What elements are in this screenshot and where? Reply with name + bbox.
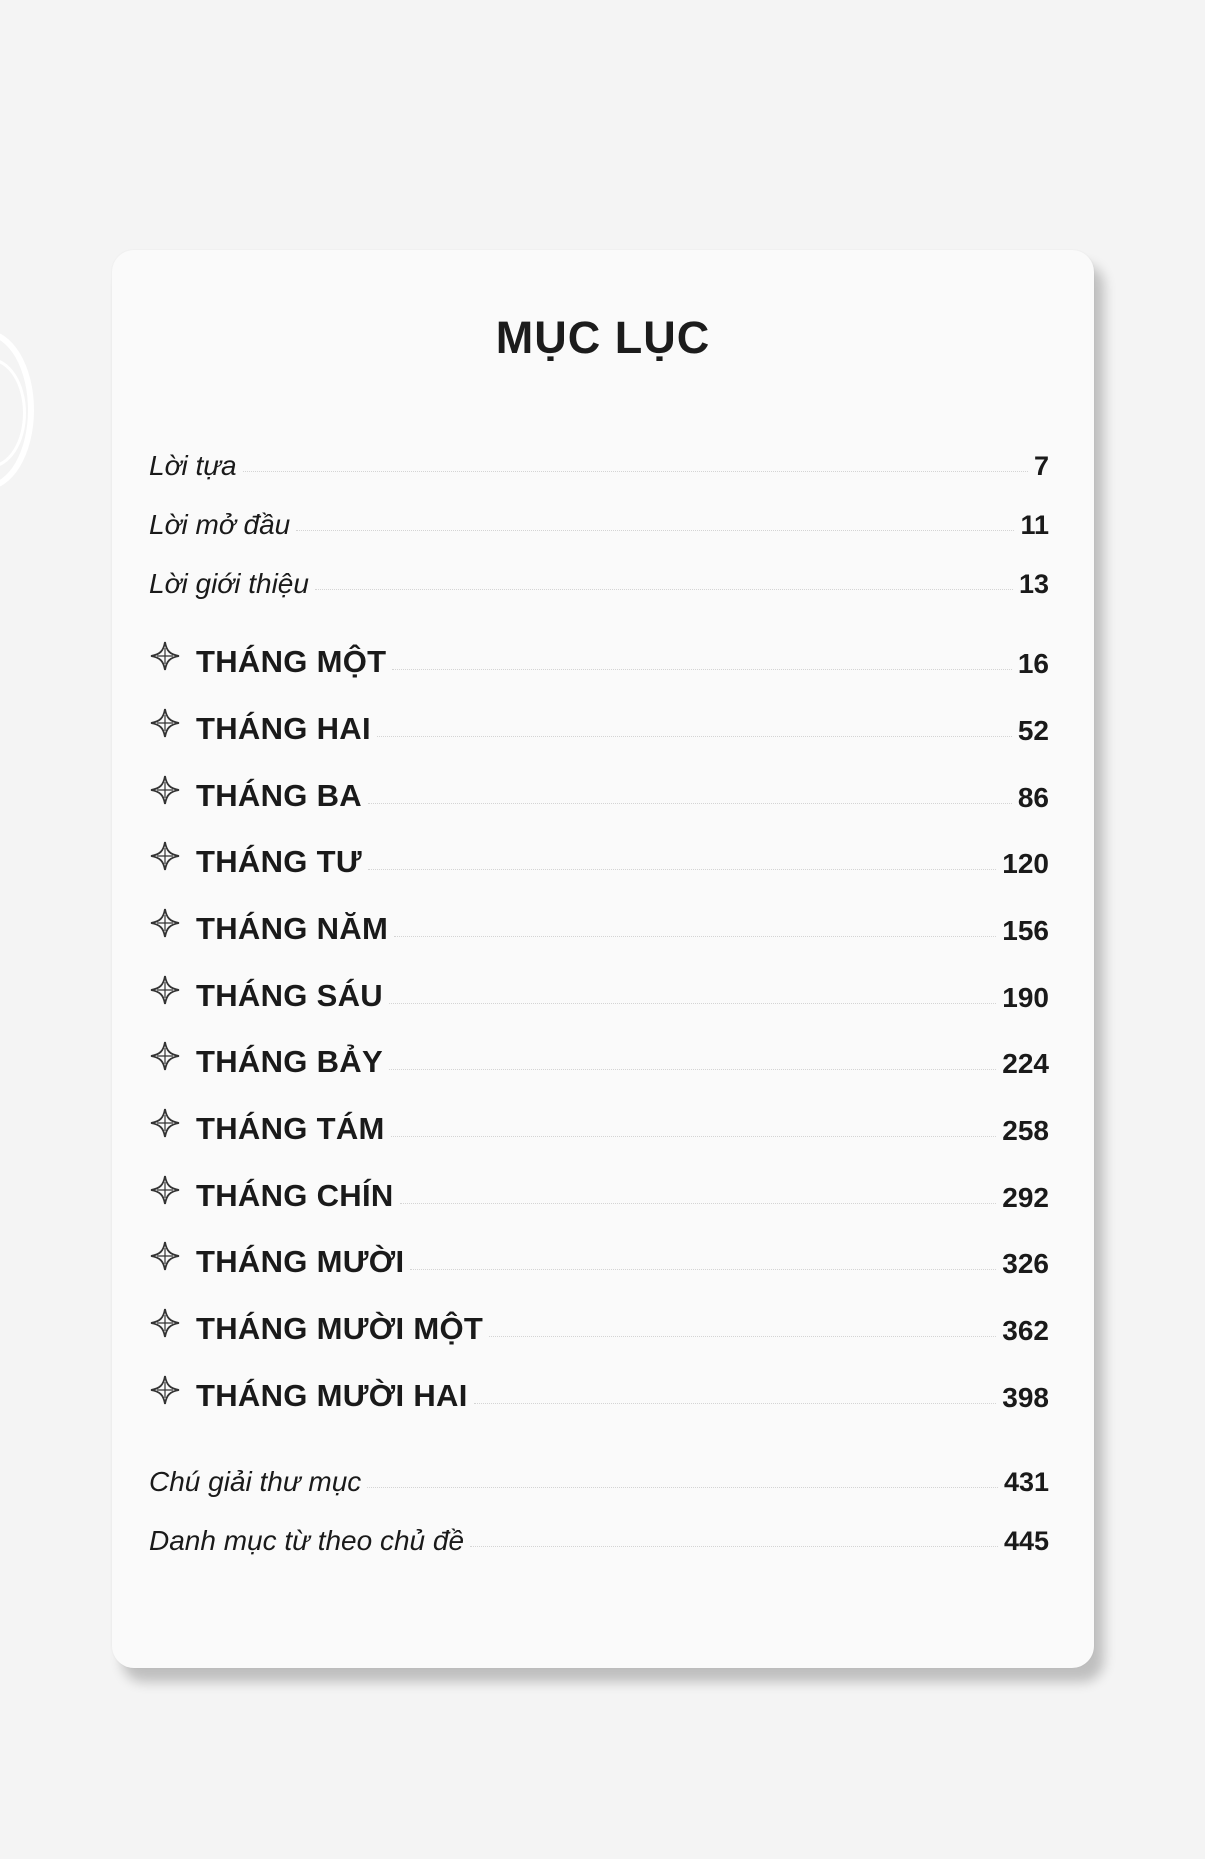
toc-entry-label: Lời tựa <box>149 450 243 482</box>
dot-leader <box>377 736 1012 737</box>
toc-entry-chapter <box>149 1036 1049 1080</box>
toc-entry-label: THÁNG TƯ <box>196 844 362 879</box>
toc-entry-page: 258 <box>1002 1115 1049 1146</box>
toc-entry-label: THÁNG MƯỜI <box>196 1244 405 1279</box>
dot-leader <box>368 869 996 870</box>
toc-entry-chapter <box>149 836 1049 880</box>
toc-entry-label: Chú giải thư mục <box>149 1466 367 1498</box>
toc-entry-chapter <box>149 970 1049 1014</box>
toc-entry-label: THÁNG SÁU <box>196 978 383 1013</box>
toc-entry-page: 7 <box>1033 451 1049 481</box>
toc-entry-label: THÁNG TÁM <box>196 1111 385 1146</box>
dot-leader <box>489 1336 996 1337</box>
page-title: MỤC LỤC <box>495 312 711 363</box>
toc-entry-label: THÁNG MỘT <box>196 644 387 679</box>
four-point-star-icon <box>149 1240 181 1272</box>
four-point-star-icon <box>149 907 181 939</box>
toc-entry-label: THÁNG MƯỜI HAI <box>196 1378 468 1413</box>
toc-entry-chapter <box>149 1170 1049 1214</box>
four-point-star-icon <box>149 840 181 872</box>
four-point-star-icon <box>149 1040 181 1072</box>
dot-leader <box>389 1003 996 1004</box>
toc-entry-label: Danh mục từ theo chủ đề <box>149 1525 470 1557</box>
toc-entry-page: 431 <box>1003 1467 1049 1497</box>
dot-leader <box>243 471 1028 472</box>
toc-entry-page: 52 <box>1017 715 1049 746</box>
toc-entry-chapter <box>149 1303 1049 1347</box>
dot-leader <box>400 1203 997 1204</box>
dot-leader <box>470 1546 998 1547</box>
toc-entry-page: 398 <box>1002 1382 1049 1413</box>
toc-entry-label: THÁNG MƯỜI MỘT <box>196 1311 484 1346</box>
toc-entry-label: Lời mở đầu <box>149 509 296 541</box>
toc-entry-chapter <box>149 770 1049 814</box>
dot-leader <box>389 1069 996 1070</box>
toc-entry-page: 224 <box>1002 1048 1049 1079</box>
dot-leader <box>296 530 1014 531</box>
toc-entry-page: 156 <box>1002 915 1049 946</box>
dot-leader <box>392 669 1011 670</box>
toc-entry-label: THÁNG NĂM <box>196 911 389 946</box>
toc-entry-chapter <box>149 636 1049 680</box>
four-point-star-icon <box>149 1307 181 1339</box>
toc-entry-page: 13 <box>1018 569 1049 599</box>
toc-entry-page: 16 <box>1017 648 1049 679</box>
dot-leader <box>394 936 996 937</box>
four-point-star-icon <box>149 640 181 672</box>
table-of-contents-card <box>112 250 1094 1668</box>
toc-entry-page: 362 <box>1002 1315 1049 1346</box>
toc-entry-chapter <box>149 703 1049 747</box>
toc-entry-chapter <box>149 1370 1049 1414</box>
toc-entry-page: 11 <box>1020 510 1049 540</box>
four-point-star-icon <box>149 1174 181 1206</box>
toc-entry-chapter <box>149 1103 1049 1147</box>
dot-leader <box>367 1487 998 1488</box>
dot-leader <box>474 1403 997 1404</box>
circle-ornament-icon <box>0 330 34 490</box>
four-point-star-icon <box>149 774 181 806</box>
toc-entry-page: 190 <box>1002 982 1049 1013</box>
dot-leader <box>368 803 1012 804</box>
toc-entry-front-matter <box>149 438 1049 482</box>
toc-entry-label: THÁNG CHÍN <box>196 1178 394 1213</box>
toc-entry-page: 292 <box>1002 1182 1049 1213</box>
toc-entry-page: 120 <box>1002 848 1049 879</box>
toc-entry-chapter <box>149 1236 1049 1280</box>
dot-leader <box>410 1269 996 1270</box>
toc-entry-page: 326 <box>1002 1248 1049 1279</box>
toc-entry-page: 86 <box>1017 782 1049 813</box>
toc-entry-page: 445 <box>1003 1526 1049 1556</box>
four-point-star-icon <box>149 1374 181 1406</box>
toc-entry-back-matter <box>149 1513 1049 1557</box>
four-point-star-icon <box>149 974 181 1006</box>
toc-entry-front-matter <box>149 497 1049 541</box>
toc-entry-label: THÁNG BA <box>196 778 362 813</box>
dot-leader <box>391 1136 997 1137</box>
four-point-star-icon <box>149 1107 181 1139</box>
toc-entry-label: THÁNG BẢY <box>196 1044 383 1079</box>
four-point-star-icon <box>149 707 181 739</box>
toc-entry-label: Lời giới thiệu <box>149 568 315 600</box>
toc-entry-chapter <box>149 903 1049 947</box>
toc-entry-front-matter <box>149 556 1049 600</box>
toc-entry-label: THÁNG HAI <box>196 711 371 746</box>
toc-entry-back-matter <box>149 1454 1049 1498</box>
dot-leader <box>315 589 1013 590</box>
